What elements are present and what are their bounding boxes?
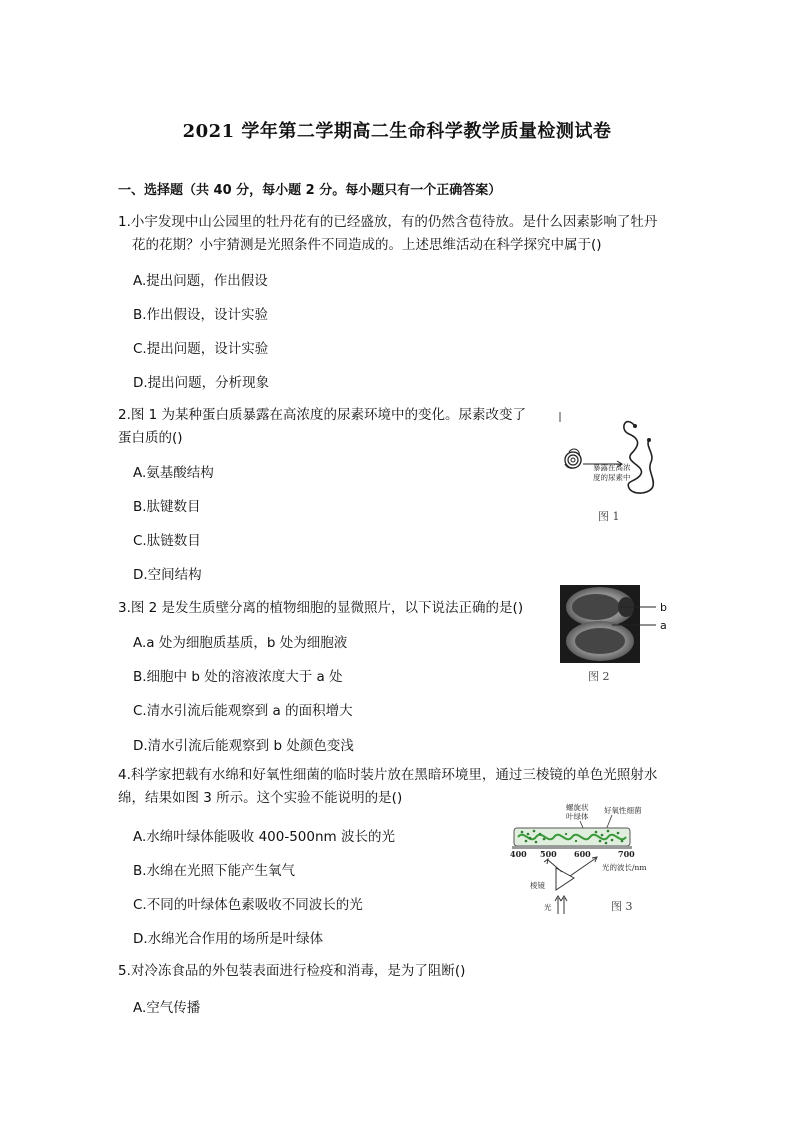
refracted-ray [570,858,596,876]
slide-base [512,846,632,849]
question-5-option-a: A.空气传播 [133,1000,201,1016]
figure-3-chloroplast-label-line-1: 螺旋状 [566,803,589,812]
figure-2-caption: 图 2 [588,670,610,683]
question-4-stem-line-1: 4.科学家把载有水绵和好氧性细菌的临时装片放在黑暗环境里，通过三棱镜的单色光照射水 [118,767,658,783]
refracted-ray [548,860,562,872]
question-3-stem-line-1: 3.图 2 是发生质壁分离的植物细胞的显微照片，以下说法正确的是() [118,600,524,616]
question-3-option-b: B.细胞中 b 处的溶液浓度大于 a 处 [133,669,343,685]
question-2-stem-line-1: 2.图 1 为某种蛋白质暴露在高浓度的尿素环境中的变化。尿素改变了 [118,407,527,423]
question-2-option-a: A.氨基酸结构 [133,465,214,481]
question-1-stem-line-2: 花的花期？小宇猜测是光照条件不同造成的。上述思维活动在科学探究中属于() [132,237,602,253]
question-3-option-a: A.a 处为细胞质基质，b 处为细胞液 [133,635,348,651]
figure-1-label-line-1: 暴露在高浓 [593,463,631,472]
ray-arrowhead [544,859,548,864]
tick-500: 500 [540,849,557,859]
question-2-option-d: D.空间结构 [133,567,202,583]
question-4-stem-line-2: 绵，结果如图 3 所示。这个实验不能说明的是() [118,790,403,806]
question-4-option-b: B.水绵在光照下能产生氧气 [133,863,296,879]
figure-2-label-b: b [660,601,667,614]
question-3-option-d: D.清水引流后能观察到 b 处颜色变浅 [133,738,354,754]
page-title: 2021 学年第二学期高二生命科学教学质量检测试卷 [182,121,612,142]
figure-3-chloroplast-label-line-2: 叶绿体 [566,812,589,821]
tick-700: 700 [618,849,635,859]
question-1-stem-line-1: 1.小宇发现中山公园里的牡丹花有的已经盛放，有的仍然含苞待放。是什么因素影响了牡丹 [118,214,658,230]
upper-protoplast [572,594,620,620]
question-5-stem [118,960,465,983]
section-heading: 一、选择题（共 40 分，每小题 2 分。每小题只有一个正确答案） [118,183,502,198]
lower-protoplast [575,628,625,654]
figure-3-wavelength-label: 光的波长/nm [602,863,647,872]
question-2-option-c: C.肽链数目 [133,533,201,549]
question-3-stem [118,597,523,620]
question-4-option-a: A.水绵叶绿体能吸收 400-500nm 波长的光 [133,829,395,845]
question-1-stem [118,211,657,257]
figure-1-caption: 图 1 [598,510,620,523]
figure-2-micrograph [560,585,672,663]
question-3-option-c: C.清水引流后能观察到 a 的面积增大 [133,703,353,719]
question-1-option-b: B.作出假设，设计实验 [133,307,269,323]
question-1-option-a: A.提出问题，作出假设 [133,273,268,289]
figure-3-caption: 图 3 [611,900,633,913]
prism [556,868,574,890]
tick-600: 600 [574,849,591,859]
question-2-option-b: B.肽键数目 [133,499,201,515]
figure-1-label-line-2: 度的尿素中 [593,473,631,482]
unfolded-protein-chain [624,422,653,493]
question-1-option-d: D.提出问题，分析现象 [133,375,270,391]
question-1-option-c: C.提出问题，设计实验 [133,341,269,357]
tick-400: 400 [510,849,527,859]
figure-2-label-a: a [660,619,667,632]
chain-end-dot [633,424,637,428]
chain-end-dot [647,438,651,442]
figure-3-light-label: 光 [544,903,552,912]
folded-protein-coil [565,449,581,468]
question-5-stem-line-1: 5.对冷冻食品的外包装表面进行检疫和消毒，是为了阻断() [118,963,466,979]
question-2-stem-line-2: 蛋白质的() [118,430,183,446]
question-2-stem [118,404,526,450]
figure-3-bacteria-label: 好氧性细菌 [604,806,642,815]
figure-3-prism-label: 棱镜 [530,881,545,890]
figure-3-spirogyra-experiment [500,800,678,916]
question-4-option-d: D.水绵光合作用的场所是叶绿体 [133,931,324,947]
question-4-option-c: C.不同的叶绿体色素吸收不同波长的光 [133,897,363,913]
figure-1-protein-denaturation [555,410,665,500]
